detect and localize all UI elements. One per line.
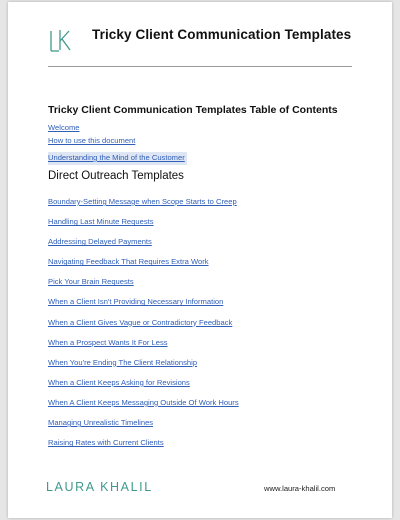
footer-url[interactable]: www.laura-khalil.com <box>264 484 336 493</box>
document-title: Tricky Client Communication Templates <box>92 27 352 42</box>
outreach-link-missing-info[interactable]: When a Client Isn't Providing Necessary Information <box>48 297 224 307</box>
outreach-link-revisions[interactable]: When a Client Keeps Asking for Revisions <box>48 377 190 387</box>
document-header <box>48 24 364 68</box>
toc-heading: Tricky Client Communication Templates Table of Contents <box>48 104 338 116</box>
outreach-link-unrealistic-timelines[interactable]: Managing Unrealistic Timelines <box>48 418 154 428</box>
outreach-link-ending-relationship[interactable]: When You're Ending The Client Relationship <box>48 357 198 367</box>
document-page <box>8 2 392 518</box>
outreach-link-vague-feedback[interactable]: When a Client Gives Vague or Contradictory Feedback <box>48 317 233 327</box>
toc-link-list <box>48 122 187 165</box>
outreach-link-outside-hours[interactable]: When A Client Keeps Messaging Outside Of Work Hours <box>48 397 239 407</box>
outreach-link-raising-rates[interactable]: Raising Rates with Current Clients <box>48 438 164 448</box>
outreach-link-pick-your-brain[interactable]: Pick Your Brain Requests <box>48 277 134 287</box>
outreach-link-scope-creep[interactable]: Boundary-Setting Message when Scope Starts to Creep <box>48 197 237 206</box>
outreach-link-delayed-payments[interactable]: Addressing Delayed Payments <box>48 237 152 247</box>
outreach-link-wants-it-for-less[interactable]: When a Prospect Wants It For Less <box>48 337 168 347</box>
outreach-link-extra-work-feedback[interactable]: Navigating Feedback That Requires Extra Work <box>48 257 209 267</box>
outreach-link-list <box>48 196 239 457</box>
lk-logo-icon <box>48 28 72 54</box>
toc-link-welcome[interactable]: Welcome <box>48 123 80 132</box>
footer-brand: LAURA KHALIL <box>46 480 153 494</box>
header-divider <box>48 66 352 67</box>
outreach-link-last-minute[interactable]: Handling Last Minute Requests <box>48 217 154 227</box>
toc-link-mind-of-customer[interactable]: Understanding the Mind of the Customer <box>48 152 187 165</box>
outreach-section-heading: Direct Outreach Templates <box>48 170 184 182</box>
toc-link-how-to-use[interactable]: How to use this document <box>48 135 136 145</box>
